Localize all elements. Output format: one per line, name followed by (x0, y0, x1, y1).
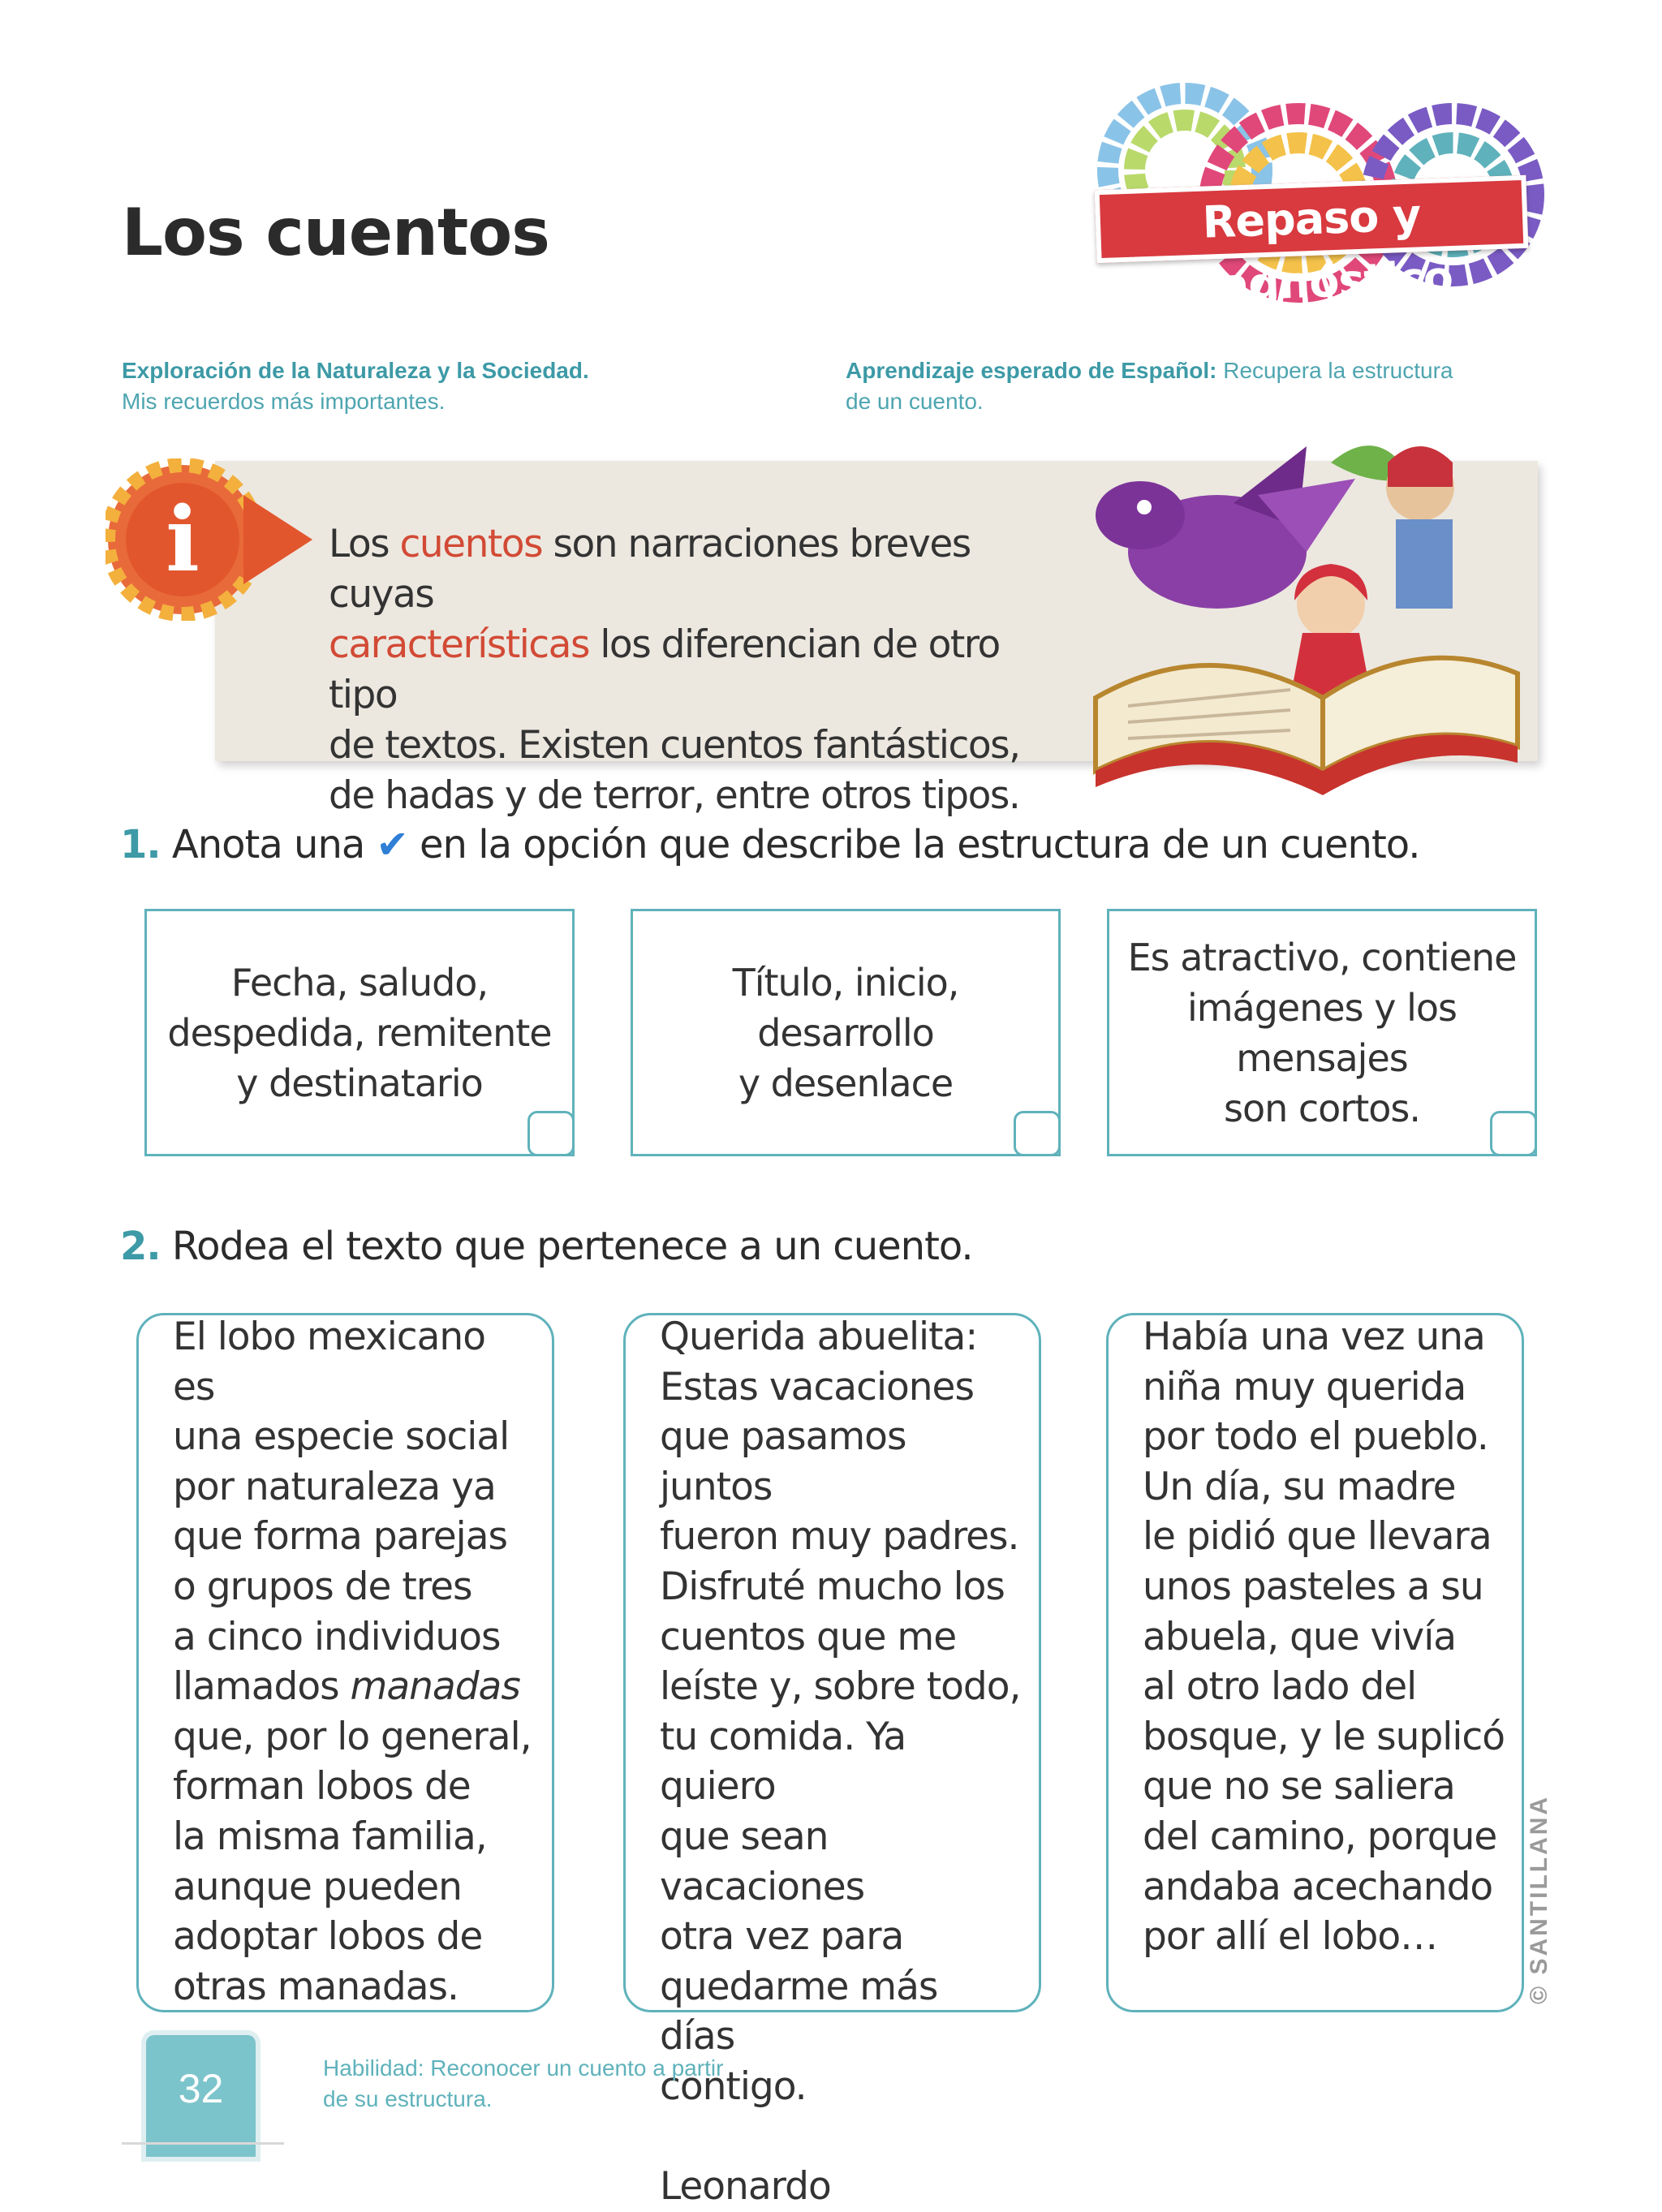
option-text: Título, inicio, desarrollo y desenlace (732, 960, 959, 1105)
storybook-illustration (1063, 430, 1550, 803)
check-icon: ✔ (376, 822, 408, 867)
text-card-story[interactable] (1106, 1313, 1524, 2012)
meta-learning (846, 355, 1495, 417)
meta-learning-text-2: de un cuento. (846, 389, 984, 414)
highlight-cuentos: cuentos (399, 522, 543, 566)
option-letter-structure (144, 909, 575, 1156)
svg-text:i: i (166, 487, 200, 592)
meta-subject-text: Mis recuerdos más importantes. (122, 389, 446, 414)
option-story-structure (631, 909, 1061, 1156)
page-title: Los cuentos (122, 195, 549, 270)
option-checkbox[interactable] (527, 1111, 575, 1156)
info-text-line: de hadas y de terror, entre otros tipos. (329, 773, 1020, 818)
text-card-letter[interactable] (623, 1313, 1041, 2210)
info-text-part: Los (329, 522, 400, 566)
meta-learning-title: Aprendizaje esperado de Español: (846, 358, 1217, 383)
highlight-caracteristicas: características (329, 622, 589, 667)
info-icon (105, 458, 333, 621)
option-text: Fecha, saludo, despedida, remitente y destinatario (167, 960, 552, 1105)
question-number: 1. (120, 822, 161, 867)
question-text: Rodea el texto que pertenece a un cuento. (171, 1224, 973, 1269)
question-2 (120, 1224, 973, 1269)
repaso-badge (1079, 73, 1558, 333)
badge-label: Repaso y diagnóstico (1095, 175, 1529, 264)
card-text-part: El lobo mexicano es una especie social por naturaleza ya que forma parejas o grupos de tres a cinco individuos llamados (173, 1315, 510, 1710)
info-text-part: son narraciones breves cuyas (329, 522, 971, 617)
info-text-line: de textos. Existen cuentos fantásticos, (329, 723, 1020, 768)
page-number: 32 (178, 2066, 224, 2111)
meta-subject (122, 355, 812, 417)
option-checkbox[interactable] (1014, 1111, 1061, 1156)
card-text: Querida abuelita: Estas vacaciones que pasamos juntos fueron muy padres. Disfruté mucho los cuentos que me leíste y, sobre todo, tu comida. Ya quiero que sean vacaciones otra vez para quedarme más días contigo. Leonardo (660, 1315, 1021, 2210)
option-ad-structure (1107, 909, 1537, 1156)
meta-subject-title: Exploración de la Naturaleza y la Sociedad. (122, 358, 589, 383)
card-text: Había una vez una niña muy querida por todo el pueblo. Un día, su madre le pidió que llevara unos pasteles a su abuela, que vivía al otro lado del bosque, y le suplicó que no se saliera del camino, porque andaba acechando por allí el lobo… (1143, 1315, 1505, 1960)
info-text (329, 519, 1059, 821)
copyright: © SANTILLANA (1526, 1794, 1552, 2004)
skill-text: Habilidad: Reconocer un cuento a partir (323, 2055, 724, 2081)
info-text-part: los diferencian de otro tipo (329, 622, 1000, 717)
footer-divider (122, 2142, 284, 2145)
meta-learning-text: Recupera la estructura (1223, 358, 1453, 383)
skill-note (323, 2053, 891, 2115)
question-text: Anota una (171, 822, 377, 867)
skill-text: de su estructura. (323, 2086, 493, 2111)
card-text-part: que, por lo general, forman lobos de la misma familia, aunque pueden adoptar lobos de otras manadas. (173, 1714, 532, 2009)
option-checkbox[interactable] (1490, 1111, 1537, 1156)
text-card-informative[interactable] (136, 1313, 554, 2012)
card-text-emphasis: manadas (350, 1664, 520, 1710)
card-text (173, 1312, 536, 2012)
question-text: en la opción que describe la estructura de un cuento. (407, 822, 1420, 867)
question-number: 2. (120, 1224, 161, 1269)
question-1 (120, 822, 1420, 867)
option-text: Es atractivo, contiene imágenes y los mensajes son cortos. (1127, 935, 1517, 1130)
